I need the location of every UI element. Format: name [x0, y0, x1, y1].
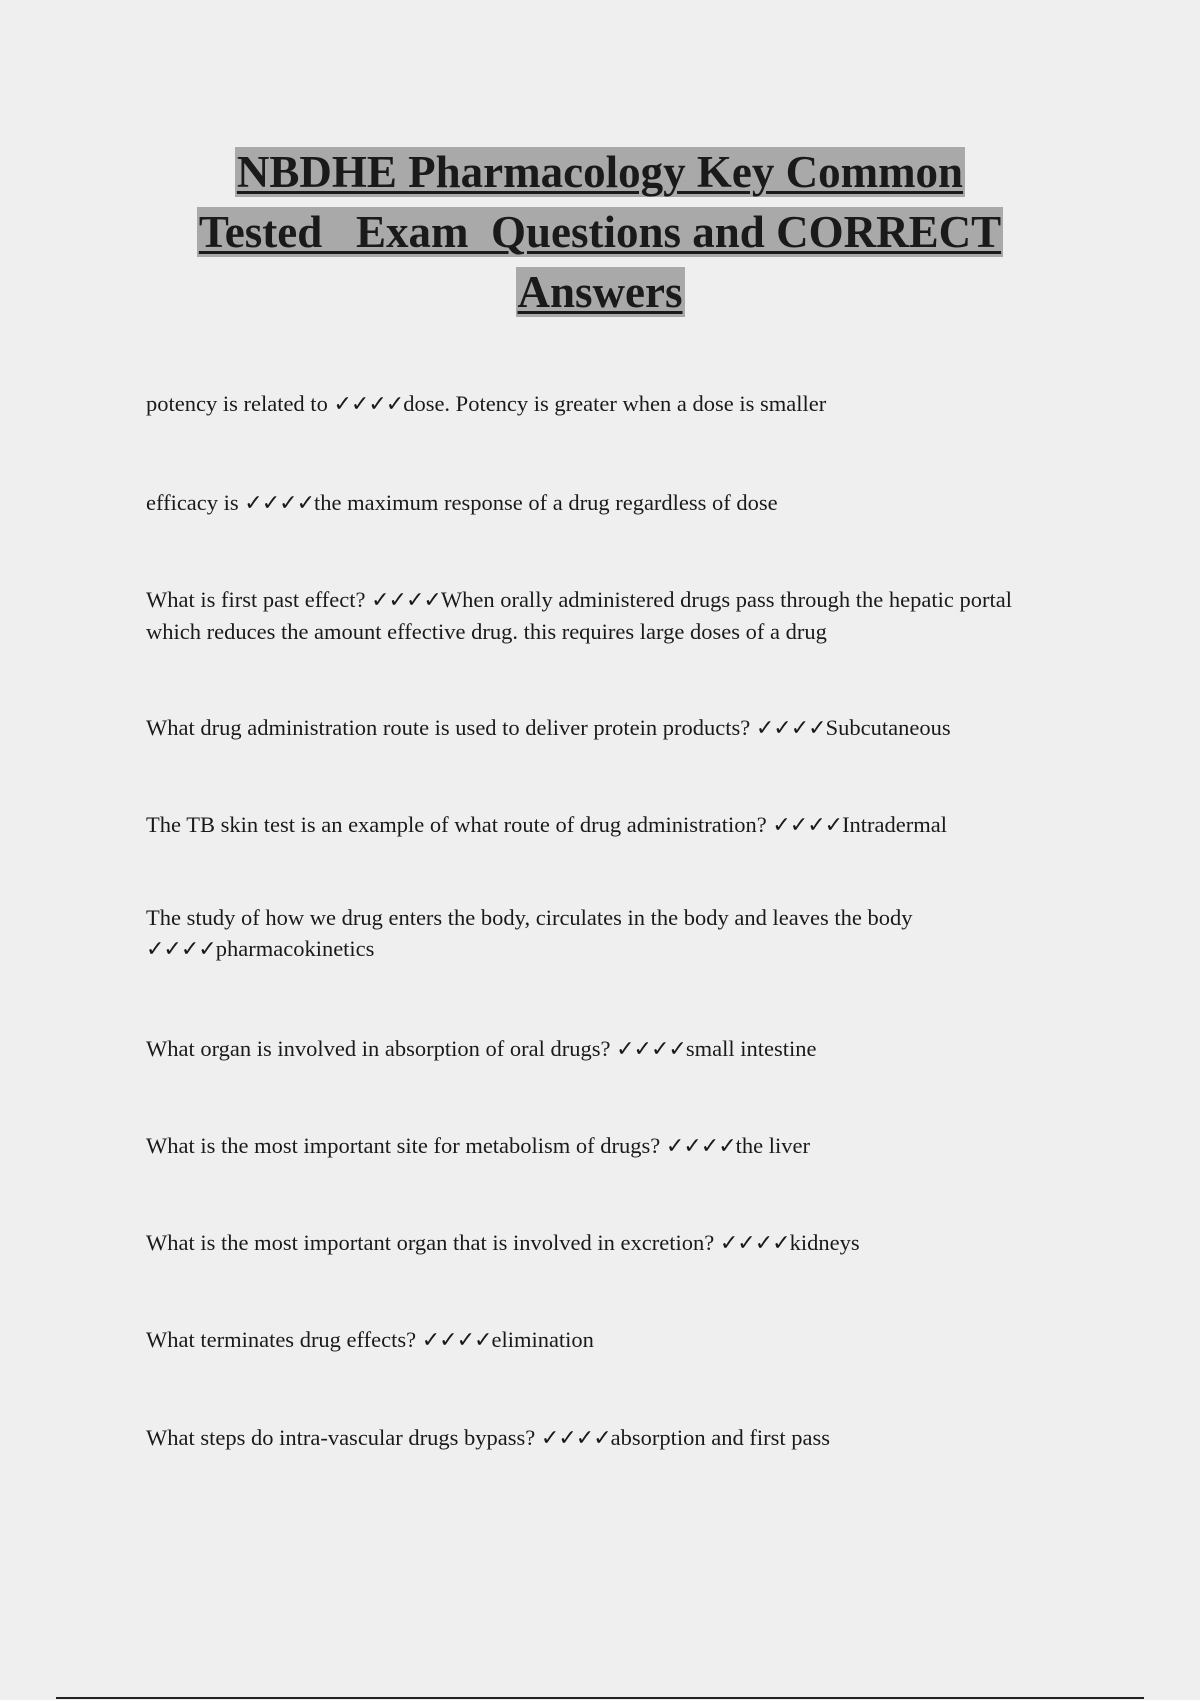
qa-item-3 [146, 584, 1046, 647]
checkmark-icon: ✓✓✓✓ [421, 1328, 492, 1353]
qa-item-4 [146, 712, 1046, 744]
answer-text: pharmacokinetics [215, 936, 375, 961]
answer-text: the liver [735, 1133, 810, 1158]
checkmark-icon: ✓✓✓✓ [333, 392, 404, 417]
question-text: What steps do intra-vascular drugs bypass? [146, 1425, 541, 1450]
qa-item-1 [146, 388, 1046, 420]
question-text: What drug administration route is used to deliver protein products? [146, 715, 756, 740]
answer-text: small intestine [685, 1036, 817, 1061]
checkmark-icon: ✓✓✓✓ [616, 1037, 686, 1062]
checkmark-icon: ✓✓✓✓ [146, 937, 216, 962]
question-text: What is first past effect? [146, 587, 372, 612]
qa-item-9 [146, 1227, 1046, 1259]
answer-text: kidneys [789, 1230, 860, 1255]
qa-item-6 [146, 902, 1046, 965]
question-text: The TB skin test is an example of what route of drug administration? [146, 812, 773, 837]
checkmark-icon: ✓✓✓✓ [540, 1426, 611, 1451]
answer-text: When orally administered drugs pass through the hepatic portal which reduces the amount effective drug. this requires large doses of a drug [146, 587, 1012, 644]
question-text: potency is related to [146, 391, 334, 416]
answer-text: elimination [491, 1327, 594, 1352]
qa-item-10 [146, 1324, 1046, 1356]
qa-item-5 [146, 809, 1046, 841]
question-text: The study of how we drug enters the body, circulates in the body and leaves the body [146, 905, 913, 930]
checkmark-icon: ✓✓✓✓ [665, 1134, 736, 1159]
title-line-3: Answers [517, 267, 683, 317]
qa-item-2 [146, 487, 1046, 519]
answer-text: the maximum response of a drug regardless of dose [314, 490, 778, 515]
checkmark-icon: ✓✓✓✓ [772, 813, 843, 838]
qa-item-7 [146, 1033, 1046, 1065]
question-text: What is the most important organ that is involved in excretion? [146, 1230, 720, 1255]
qa-item-11 [146, 1422, 1046, 1454]
answer-text: absorption and first pass [610, 1425, 830, 1450]
question-text: What organ is involved in absorption of oral drugs? [146, 1036, 617, 1061]
checkmark-icon: ✓✓✓✓ [719, 1231, 790, 1256]
question-text: efficacy is [146, 490, 245, 515]
qa-item-8 [146, 1130, 1046, 1162]
checkmark-icon: ✓✓✓✓ [244, 491, 315, 516]
question-text: What terminates drug effects? [146, 1327, 422, 1352]
footer-divider [56, 1697, 1144, 1699]
title-line-2: Tested Exam Questions and CORRECT [198, 207, 1002, 257]
question-text: What is the most important site for metabolism of drugs? [146, 1133, 666, 1158]
checkmark-icon: ✓✓✓✓ [371, 588, 441, 613]
checkmark-icon: ✓✓✓✓ [755, 716, 826, 741]
answer-text: Intradermal [842, 812, 948, 837]
title-line-1: NBDHE Pharmacology Key Common [236, 147, 964, 197]
answer-text: dose. Potency is greater when a dose is smaller [403, 391, 827, 416]
answer-text: Subcutaneous [825, 715, 951, 740]
page-title [140, 142, 1060, 322]
